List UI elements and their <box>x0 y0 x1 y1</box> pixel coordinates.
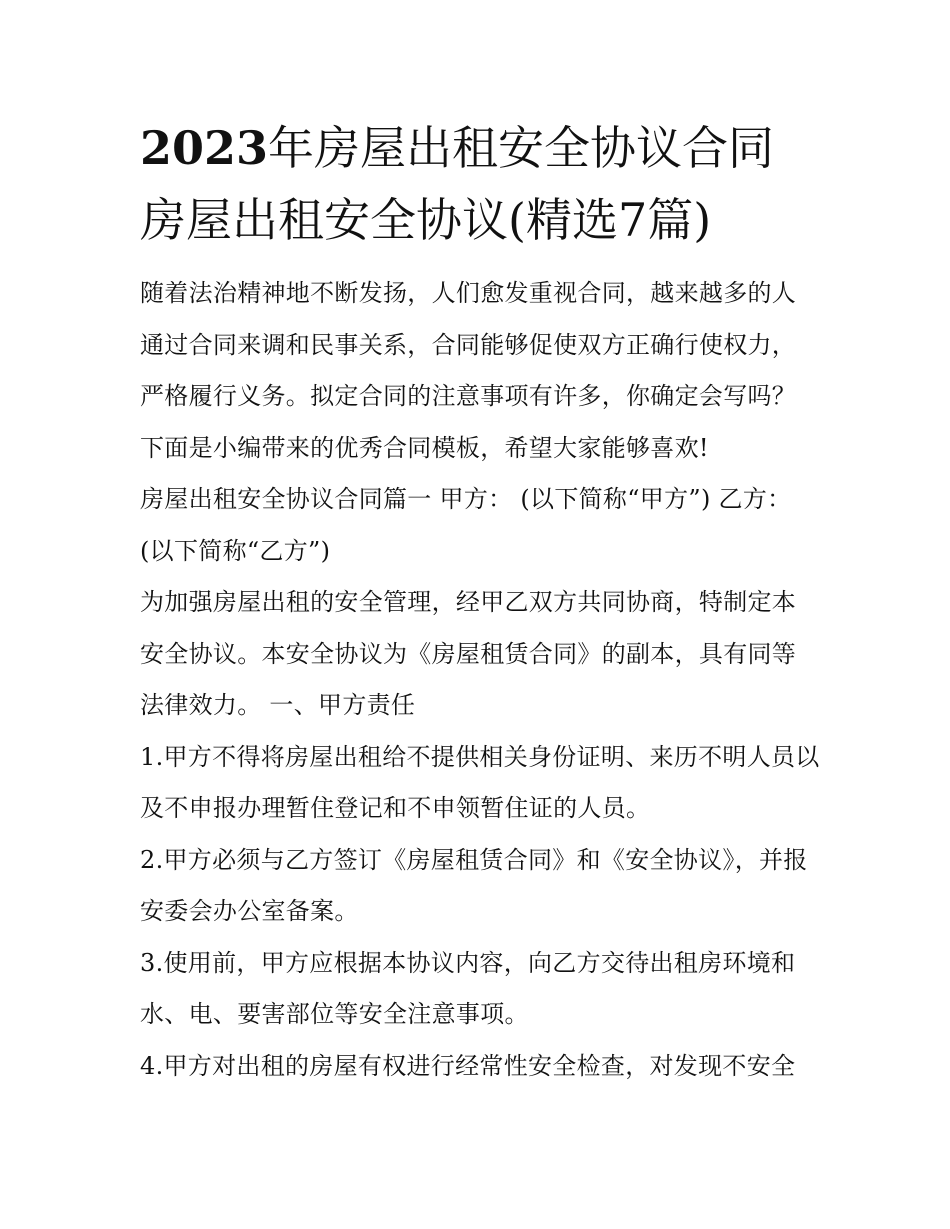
title-year: 2023 <box>140 121 269 175</box>
paragraph-clause-1: 1.甲方不得将房屋出租给不提供相关身份证明、来历不明人员以及不申报办理暂住登记和不申领暂住证的人员。 <box>140 742 820 822</box>
paragraph-purpose: 为加强房屋出租的安全管理，经甲乙双方共同协商，特制定本安全协议。本安全协议为《房屋租赁合同》的副本，具有同等法律效力。 一、甲方责任 <box>140 588 797 719</box>
paragraph-clause-3: 3.使用前，甲方应根据本协议内容，向乙方交待出租房环境和水、电、要害部位等安全注意事项。 <box>140 948 796 1028</box>
title-line-1-text: 年房屋出租安全协议合同 <box>268 121 775 175</box>
document-title <box>140 112 820 256</box>
title-line-1 <box>140 112 820 184</box>
paragraph-parties: 房屋出租安全协议合同篇一 甲方： (以下简称“甲方”) 乙方： (以下简称“乙方”) <box>140 485 792 565</box>
paragraph-clause-2: 2.甲方必须与乙方签订《房屋租赁合同》和《安全协议》，并报安委会办公室备案。 <box>140 845 808 925</box>
paragraph-intro: 随着法治精神地不断发扬，人们愈发重视合同，越来越多的人通过合同来调和民事关系，合同能够促使双方正确行使权力，严格履行义务。拟定合同的注意事项有许多，你确定会写吗？下面是小编带来的优秀合同模板，希望大家能够喜欢! <box>140 279 797 462</box>
title-line-2: 房屋出租安全协议(精选7篇) <box>140 193 712 247</box>
document-page <box>140 112 820 1092</box>
paragraph-clause-4: 4.甲方对出租的房屋有权进行经常性安全检查，对发现不安全 <box>140 1051 796 1080</box>
